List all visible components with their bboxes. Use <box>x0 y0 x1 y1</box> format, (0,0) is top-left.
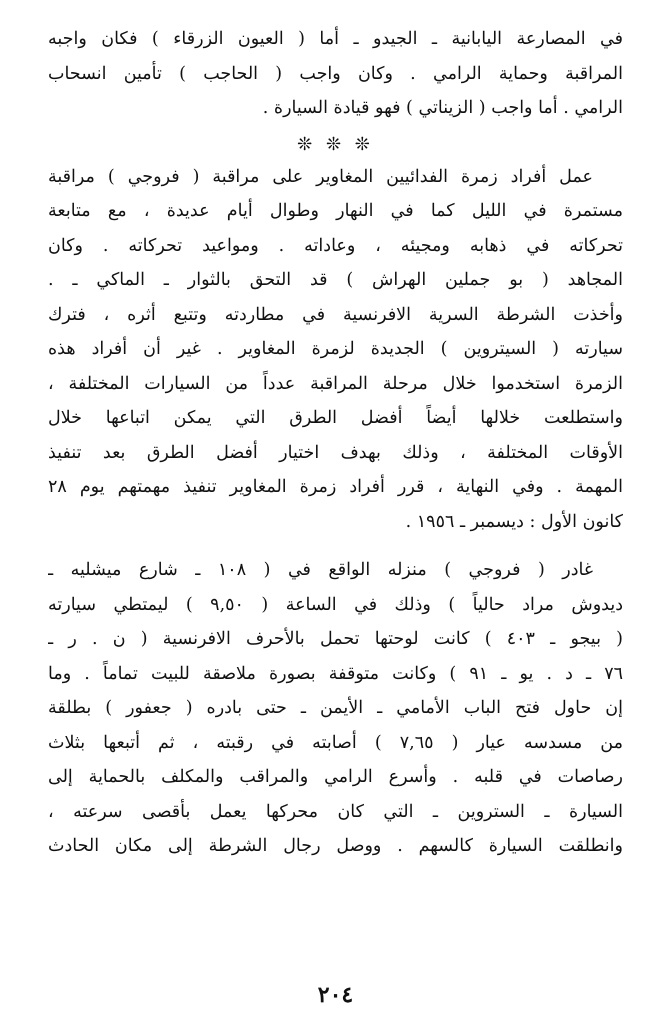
paragraph-3 <box>48 553 623 864</box>
text-line: من مسدسه عيار ( ٧,٦٥ ) أصابته في رقبته ، ثم أتبعها بثلاث <box>48 732 623 753</box>
text-line: المجاهد ( بو جملين الهراش ) قد التحق بالثوار ـ الماكي ـ . <box>48 270 623 290</box>
paragraph-2 <box>48 160 623 540</box>
book-page <box>48 22 623 1035</box>
section-separator: ❊ ❊ ❊ <box>297 133 374 155</box>
text-line: المهمة . وفي النهاية ، قرر أفراد زمرة المغاوير تنفيذ مهمتهم يوم ٢٨ <box>48 477 623 497</box>
text-line: وأخذت الشرطة السرية الافرنسية في مطاردته وتتبع أثره ، فترك <box>48 304 623 325</box>
text-line: السيارة ـ الستروين ـ التي كان محركها يعمل بأقصى سرعته ، <box>48 801 623 822</box>
text-line: تحركاته في ذهابه ومجيئه ، وعاداته . ومواعيد تحركاته . وكان <box>48 235 623 256</box>
text-line: سيارته ( السيتروين ) الجديدة لزمرة المغاوير . غير أن أفراد هذه <box>48 339 623 359</box>
text-line: في المصارعة اليابانية ـ الجيدو ـ أما ( العيون الزرقاء ) فكان واجبه <box>48 29 623 49</box>
text-line: مستمرة في الليل كما في النهار وطوال أيام عديدة ، مع متابعة <box>48 201 623 221</box>
text-line: عمل أفراد زمرة الفدائيين المغاوير على مراقبة ( فروجي ) مراقبة <box>48 166 593 187</box>
paragraph-gap <box>48 539 623 553</box>
text-line: المراقبة وحماية الرامي . وكان واجب ( الحاجب ) تأمين انسحاب <box>48 63 623 84</box>
text-line: واستطلعت خلالها أيضاً أفضل الطرق التي يمكن اتباعها خلال <box>48 408 623 428</box>
text-line: ( بيجو ـ ٤٠٣ ) كانت لوحتها تحمل بالأحرف الافرنسية ( ن . ر ـ <box>48 629 623 649</box>
text-line: ٧٦ ـ د . يو ـ ٩١ ) وكانت متوقفة بصورة ملاصقة للبيت تماماً . وما <box>48 663 623 684</box>
text-line: وانطلقت السيارة كالسهم . ووصل رجال الشرطة إلى مكان الحادث <box>48 836 623 856</box>
page-number: ٢٠٤ <box>317 982 354 1008</box>
text-line: رصاصات في قلبه . وأسرع الرامي والمراقب والمكلف بالحماية إلى <box>48 767 623 787</box>
text-line: غادر ( فروجي ) منزله الواقع في ( ١٠٨ ـ شارع ميشليه ـ <box>48 560 594 580</box>
text-line: إن حاول فتح الباب الأمامي ـ الأيمن ـ حتى بادره ( جعفور ) بطلقة <box>48 698 623 718</box>
text-line: كانون الأول : ديسمبر ـ ١٩٥٦ . <box>405 511 623 532</box>
text-line: الزمرة استخدموا خلال مرحلة المراقبة عدداً من السيارات المختلفة ، <box>48 373 623 394</box>
text-line: ديدوش مراد حالياً ) وذلك في الساعة ( ٩,٥٠ ) ليمتطي سيارته <box>48 594 623 615</box>
text-line: الرامي . أما واجب ( الزيناتي ) فهو قيادة السيارة . <box>262 98 623 118</box>
paragraph-1 <box>48 22 623 126</box>
text-line: الأوقات المختلفة ، وذلك بهدف اختيار أفضل الطرق بعد تنفيذ <box>48 442 623 463</box>
